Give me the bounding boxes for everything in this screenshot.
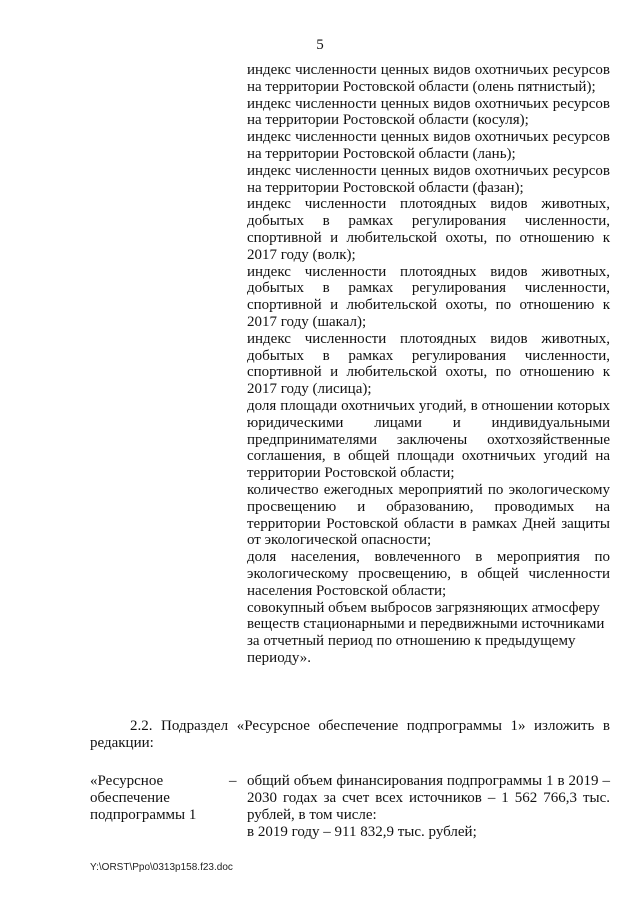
resource-label: [90, 773, 220, 824]
indicator-item: индекс численности плотоядных видов животных, добытых в рамках регулирования численности, спортивной и любительской охоты, по отношению к 2017 году (лисица);: [247, 330, 610, 398]
page-number: 5: [316, 37, 324, 53]
resource-label-line: подпрограммы 1: [90, 807, 197, 823]
resource-dash: –: [229, 773, 237, 789]
indicator-item: доля населения, вовлеченного в мероприятия по экологическому просвещению, в общей численности населения Ростовской области;: [247, 549, 610, 599]
indicator-item: количество ежегодных мероприятий по экологическому просвещению и образованию, проводимых на территории Ростовской области в рамках Дней защиты от экологической опасности;: [247, 481, 610, 549]
resource-text-year: в 2019 году – 911 832,9 тыс. рублей;: [247, 824, 477, 840]
indicator-item: индекс численности ценных видов охотничьих ресурсов на территории Ростовской области (фазан);: [247, 162, 610, 196]
indicator-item: индекс численности ценных видов охотничьих ресурсов на территории Ростовской области (косуля);: [247, 95, 610, 129]
section-paragraph: 2.2. Подраздел «Ресурсное обеспечение подпрограммы 1» изложить в редакции:: [90, 718, 610, 751]
indicator-item: индекс численности плотоядных видов животных, добытых в рамках регулирования численности, спортивной и любительской охоты, по отношению к 2017 году (волк);: [247, 196, 610, 263]
indicator-item: совокупный объем выбросов загрязняющих атмосферу веществ стационарными и передвижными источниками за отчетный период по отношению к предыдущему периоду».: [247, 599, 605, 666]
footer-file-path: Y:\ORST\Ppo\0313p158.f23.doc: [90, 862, 233, 873]
resource-label-line: «Ресурсное: [90, 773, 164, 789]
indicator-item: индекс численности ценных видов охотничьих ресурсов на территории Ростовской области (олень пятнистый);: [247, 62, 610, 95]
indicator-item: индекс численности ценных видов охотничьих ресурсов на территории Ростовской области (лань);: [247, 129, 610, 162]
indicator-item: доля площади охотничьих угодий, в отношении которых юридическими лицами и индивидуальными предпринимателями заключены охотхозяйственные соглашения, в общей площади охотничьих угодий на территории Ростовской области;: [247, 397, 610, 482]
resource-text-main: общий объем финансирования подпрограммы 1 в 2019 – 2030 годах за счет всех источников – 1 562 766,3 тыс. рублей, в том числе:: [247, 773, 610, 823]
resource-text: [247, 773, 610, 841]
resource-label-line: обеспечение: [90, 790, 170, 806]
indicator-item: индекс численности плотоядных видов животных, добытых в рамках регулирования численности, спортивной и любительской охоты, по отношению к 2017 году (шакал);: [247, 263, 610, 330]
indicators-list: [247, 62, 610, 667]
